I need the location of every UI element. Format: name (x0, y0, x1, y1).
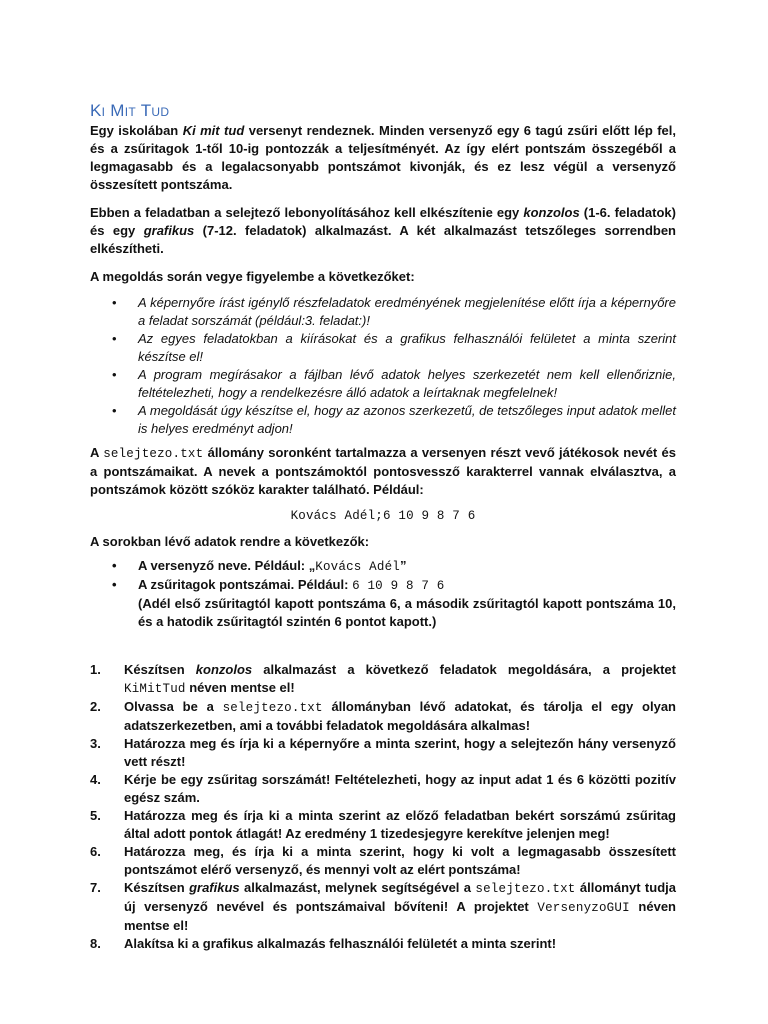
text-run: alkalmazást, melynek segítségével a (239, 880, 476, 895)
text-run: Készítsen (124, 880, 190, 895)
text-run: Egy iskolában (90, 123, 183, 138)
text-run: Ebben a feladatban a selejtező lebonyolításához kell elkészítenie egy (90, 205, 524, 220)
project-name: KiMitTud (124, 682, 186, 696)
task-item (90, 935, 676, 953)
task-number: 8. (90, 936, 101, 951)
task-item (90, 735, 676, 771)
project-name: VersenyzoGUI (537, 901, 630, 915)
file-description (90, 444, 676, 499)
task-item (90, 661, 676, 698)
task-number: 6. (90, 844, 101, 859)
note-item: • A program megírásakor a fájlban lévő adatok helyes szerkezetét nem kell ellenőriznie, feltételezheti, hogy a rendelkezésre álló adatok a leírtaknak megfelelnek! (90, 366, 676, 402)
task-text: Alakítsa ki a grafikus alkalmazás felhasználói felületét a minta szerint! (124, 936, 557, 951)
graphic-emphasis: grafikus (189, 880, 240, 895)
text-run: állomány soronként tartalmazza a versenyen részt vevő játékosok nevét és a pontszámaikat. A nevek a pontszámoktól pontosvessző karakterrel vannak elválasztva, a pontszámok között szóköz karakter található. Például: (90, 445, 676, 497)
task-item (90, 698, 676, 735)
task-number: 1. (90, 662, 101, 677)
text-run: A zsűritagok pontszámai. Például: (138, 577, 353, 592)
filename: selejtezo.txt (103, 447, 204, 461)
competition-name: Ki mit tud (182, 123, 245, 138)
document-content (90, 102, 676, 953)
rows-intro: A sorokban lévő adatok rendre a következők: (90, 534, 370, 549)
text-run: állományt tudja új versenyző nevével és pontszámaival bővíteni! A projektet (124, 880, 676, 914)
text-run: néven mentse el! (124, 899, 676, 933)
task-item (90, 843, 676, 879)
text-run: állományban lévő adatokat, és tárolja el egy olyan adatszerkezetben, ami a további feladatok megoldására alkalmas! (124, 699, 676, 733)
task-text: Határozza meg és írja ki a képernyőre a minta szerint, hogy a selejtezőn hány versenyző vett részt! (124, 736, 676, 769)
text-run: A versenyző neve. Például: „ (138, 558, 316, 573)
graphic-emphasis: grafikus (143, 223, 195, 238)
text-run: Olvassa be a (124, 699, 223, 714)
fields-list (90, 557, 676, 631)
task-text: Határozza meg és írja ki a minta szerint az előző feladatban bekért sorszámú zsűritag által adott pontok átlagát! Az eredmény 1 tizedesjegyre kerekítve jelenjen meg! (124, 808, 676, 841)
task-text: Kérje be egy zsűritag sorszámát! Feltételezheti, hogy az input adat 1 és 6 közötti pozitív egész szám. (124, 772, 676, 805)
task-number: 2. (90, 699, 101, 714)
note-item: • A megoldását úgy készítse el, hogy az azonos szerkezetű, de tetszőleges input adatok mellet is helyes eredményt adjon! (90, 402, 676, 438)
document-title: Ki Mit Tud (90, 101, 170, 120)
task-item (90, 771, 676, 807)
notes-list (90, 294, 676, 438)
example-name: Kovács Adél (315, 560, 400, 574)
example-line: Kovács Adél;6 10 9 8 7 6 (290, 509, 476, 523)
note-item: • Az egyes feladatokban a kiírásokat és a grafikus felhasználói felületet a minta szerint készítse el! (90, 330, 676, 366)
text-run: néven mentse el! (185, 680, 295, 695)
intro-paragraph-2 (90, 204, 676, 258)
task-text: Határozza meg, és írja ki a minta szerint, hogy ki volt a legmagasabb összesített pontszámot elérő versenyző, és mennyi volt az elért pontszáma! (124, 844, 676, 877)
task-number: 5. (90, 808, 101, 823)
task-item (90, 807, 676, 843)
text-run: alkalmazást a következő feladatok megoldására, a projektet (252, 662, 676, 677)
filename: selejtezo.txt (475, 882, 576, 896)
note-item: • A képernyőre írást igénylő részfeladatok eredményének megjelenítése előtt írja a képernyőre a feladat sorszámát (például:3. feladat:)! (90, 294, 676, 330)
task-list (90, 661, 676, 953)
text-run: A (90, 445, 104, 460)
text-run: (1-6. feladatok) és egy (90, 205, 676, 238)
text-run: ” (399, 558, 407, 573)
field-note: (Adél első zsűritagtól kapott pontszáma 6, a második zsűritagtól kapott pontszáma 10, és a hatodik zsűritagtól szintén 6 pontot kapott.) (138, 596, 676, 629)
field-item (90, 576, 676, 631)
field-item (90, 557, 676, 576)
task-number: 4. (90, 772, 101, 787)
console-emphasis: konzolos (195, 662, 253, 677)
task-item (90, 879, 676, 935)
intro-paragraph-1 (90, 122, 676, 194)
text-run: Készítsen (124, 662, 196, 677)
text-run: (7-12. feladatok) alkalmazást. A két alkalmazást tetszőleges sorrendben elkészítheti. (90, 223, 676, 256)
intro-paragraph-3: A megoldás során vegye figyelembe a következőket: (90, 269, 415, 284)
task-number: 3. (90, 736, 101, 751)
example-scores: 6 10 9 8 7 6 (352, 579, 445, 593)
text-run: versenyt rendeznek. Minden versenyző egy 6 tagú zsűri előtt lép fel, és a zsűritagok 1-től 10-ig pontozzák a teljesítményét. Az így elért pontszám összegéből a legmagasabb és a legalacsonyabb pontszámot kivonják, és ez lesz végül a versenyző összesített pontszáma. (90, 123, 676, 192)
filename: selejtezo.txt (222, 701, 323, 715)
task-number: 7. (90, 880, 101, 895)
console-emphasis: konzolos (523, 205, 580, 220)
